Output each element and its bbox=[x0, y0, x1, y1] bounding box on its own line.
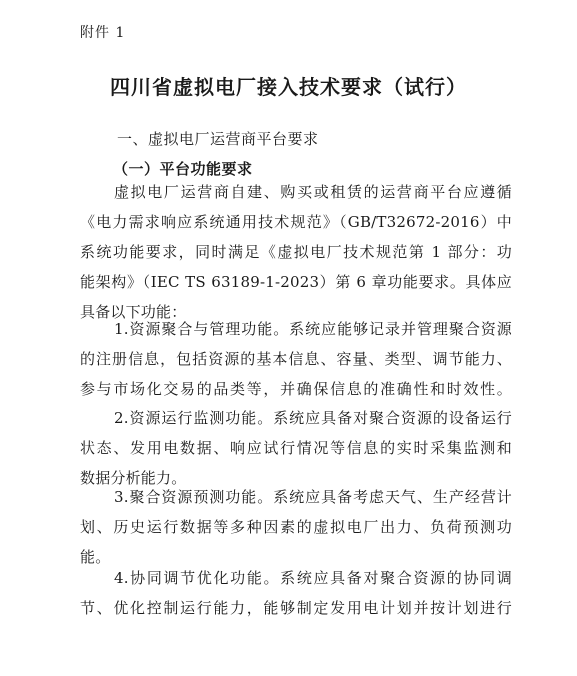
paragraph-line: 能架构》（IEC TS 63189-1-2023）第 6 章功能要求。具体应 bbox=[80, 273, 512, 291]
paragraph-item-2 bbox=[80, 403, 512, 493]
paragraph-line: 3.聚合资源预测功能。系统应具备考虑天气、生产经营计 bbox=[114, 488, 512, 506]
paragraph-line: 划、历史运行数据等多种因素的虚拟电厂出力、负荷预测功 bbox=[80, 518, 512, 536]
paragraph-line: 4.协同调节优化功能。系统应具备对聚合资源的协同调 bbox=[114, 569, 512, 587]
section-heading: 一、虚拟电厂运营商平台要求 bbox=[117, 130, 319, 148]
paragraph-line: 的注册信息，包括资源的基本信息、容量、类型、调节能力、 bbox=[80, 350, 512, 368]
subsection-heading: （一）平台功能要求 bbox=[113, 160, 253, 178]
paragraph-line: 《电力需求响应系统通用技术规范》（GB/T32672-2016）中 bbox=[80, 213, 512, 231]
paragraph-line: 参与市场化交易的品类等，并确保信息的准确性和时效性。 bbox=[80, 380, 512, 398]
paragraph-line: 能。 bbox=[80, 548, 111, 566]
document-title: 四川省虚拟电厂接入技术要求（试行） bbox=[110, 75, 467, 99]
paragraph-item-1 bbox=[80, 314, 512, 404]
paragraph-line: 具备以下功能： bbox=[80, 303, 187, 321]
paragraph-item-3 bbox=[80, 482, 512, 572]
paragraph-line: 1.资源聚合与管理功能。系统应能够记录并管理聚合资源 bbox=[114, 320, 512, 338]
paragraph-line: 数据分析能力。 bbox=[80, 469, 187, 487]
paragraph-line: 系统功能要求，同时满足《虚拟电厂技术规范第 1 部分：功 bbox=[80, 243, 512, 261]
paragraph-line: 状态、发用电数据、响应试行情况等信息的实时采集监测和 bbox=[80, 439, 512, 457]
paragraph-item-4 bbox=[80, 563, 512, 623]
paragraph-line: 2.资源运行监测功能。系统应具备对聚合资源的设备运行 bbox=[114, 409, 512, 427]
attachment-label: 附件 1 bbox=[80, 25, 126, 41]
paragraph-line: 虚拟电厂运营商自建、购买或租赁的运营商平台应遵循 bbox=[114, 183, 512, 201]
paragraph-intro bbox=[80, 177, 512, 327]
paragraph-line: 节、优化控制运行能力，能够制定发用电计划并按计划进行 bbox=[80, 599, 512, 617]
